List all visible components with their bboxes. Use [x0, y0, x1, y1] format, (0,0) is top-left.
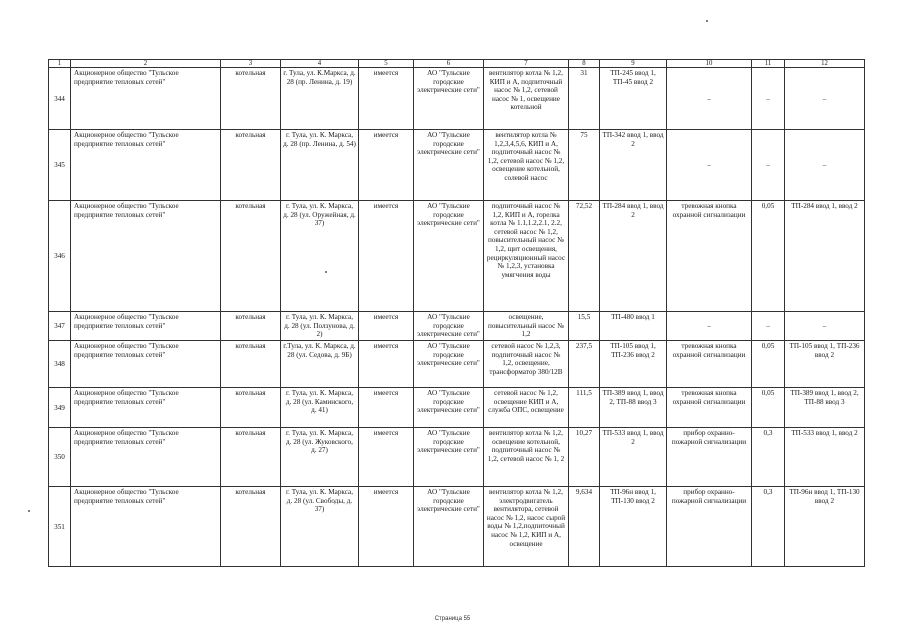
equipment-cell: вентилятор котла № 1,2, освещение котельной, подпиточный насос № 1,2, сетевой насос № 1, 2	[484, 428, 569, 487]
col12-cell: ТП-284 ввод 1, ввод 2	[785, 201, 865, 312]
status-cell: имеется	[359, 68, 414, 130]
status-cell: имеется	[359, 428, 414, 487]
col11-cell: 0,05	[752, 388, 785, 428]
header-cell: 2	[71, 60, 221, 68]
substation-cell: ТП-389 ввод 1, ввод 2, ТП-88 ввод 3	[600, 388, 667, 428]
header-cell: 10	[667, 60, 752, 68]
col11-cell: –	[752, 130, 785, 201]
header-cell: 5	[359, 60, 414, 68]
table-row	[49, 201, 865, 312]
facility-type-cell: котельная	[221, 428, 281, 487]
address-cell: г. Тула, ул. К. Маркса, д. 28 (ул. Жуковского, д. 27)	[281, 428, 359, 487]
organization-cell: Акционерное общество "Тульское предприятие тепловых сетей"	[71, 201, 221, 312]
row-number-cell: 344	[49, 68, 71, 130]
table-row	[49, 487, 865, 567]
row-number-cell: 349	[49, 388, 71, 428]
equipment-cell: сетевой насос № 1,2,3, подпиточный насос № 1,2, освещение, трансформатор 380/12В	[484, 341, 569, 388]
table-row	[49, 428, 865, 487]
scan-speck	[325, 271, 327, 273]
page-footer: Страница 55	[434, 616, 471, 622]
status-cell: имеется	[359, 388, 414, 428]
facility-type-cell: котельная	[221, 68, 281, 130]
facility-type-cell: котельная	[221, 341, 281, 388]
header-cell: 8	[569, 60, 600, 68]
row-number-cell: 348	[49, 341, 71, 388]
col11-cell: –	[752, 68, 785, 130]
header-cell: 1	[49, 60, 71, 68]
facility-type-cell: котельная	[221, 487, 281, 567]
address-cell: г. Тула, ул. К. Маркса, д. 28 (ул. Ползунова, д. 2)	[281, 312, 359, 341]
alarm-cell: прибор охранно-пожарной сигнализации	[667, 428, 752, 487]
grid-operator-cell: АО "Тульские городские электрические сети"	[414, 341, 484, 388]
facility-type-cell: котельная	[221, 312, 281, 341]
data-table	[48, 59, 865, 567]
facility-type-cell: котельная	[221, 130, 281, 201]
header-cell: 9	[600, 60, 667, 68]
grid-operator-cell: АО "Тульские городские электрические сети"	[414, 388, 484, 428]
header-cell: 12	[785, 60, 865, 68]
grid-operator-cell: АО "Тульские городские электрические сети"	[414, 428, 484, 487]
equipment-cell: вентилятор котла № 1,2,3,4,5,6, КИП и А, подпиточный насос № 1,2, сетевой насос № 1,2, освещение котельной, солевой насос	[484, 130, 569, 201]
header-cell: 3	[221, 60, 281, 68]
row-number-cell: 346	[49, 201, 71, 312]
row-number-cell: 345	[49, 130, 71, 201]
address-cell: г.Тула, ул. К. Маркса, д. 28 (ул. Седова, д. 9Б)	[281, 341, 359, 388]
col11-cell: 0,05	[752, 341, 785, 388]
row-number-cell: 351	[49, 487, 71, 567]
organization-cell: Акционерное общество "Тульское предприятие тепловых сетей"	[71, 68, 221, 130]
organization-cell: Акционерное общество "Тульское предприятие тепловых сетей"	[71, 428, 221, 487]
facility-type-cell: котельная	[221, 201, 281, 312]
col12-cell: –	[785, 68, 865, 130]
scan-speck	[706, 20, 708, 22]
col12-cell: –	[785, 312, 865, 341]
grid-operator-cell: АО "Тульские городские электрические сети"	[414, 487, 484, 567]
row-number-cell: 350	[49, 428, 71, 487]
status-cell: имеется	[359, 341, 414, 388]
header-cell: 11	[752, 60, 785, 68]
col11-cell: 0,3	[752, 428, 785, 487]
header-cell: 4	[281, 60, 359, 68]
alarm-cell: –	[667, 312, 752, 341]
power-value-cell: 111,5	[569, 388, 600, 428]
equipment-cell: сетевой насос № 1,2, освещение КИП и А, служба ОПС, освещение	[484, 388, 569, 428]
organization-cell: Акционерное общество "Тульское предприятие тепловых сетей"	[71, 130, 221, 201]
col12-cell: ТП-389 ввод 1, ввод 2, ТП-88 ввод 3	[785, 388, 865, 428]
header-cell: 6	[414, 60, 484, 68]
grid-operator-cell: АО "Тульские городские электрические сети"	[414, 312, 484, 341]
alarm-cell: –	[667, 130, 752, 201]
equipment-cell: освещение, повысительный насос № 1,2	[484, 312, 569, 341]
status-cell: имеется	[359, 312, 414, 341]
equipment-cell: вентилятор котла № 1,2, КИП и А, подпиточный насос № 1,2, сетевой насос № 1, освещение котельной	[484, 68, 569, 130]
alarm-cell: тревожная кнопка охранной сигнализации	[667, 341, 752, 388]
substation-cell: ТП-480 ввод 1	[600, 312, 667, 341]
row-number-cell: 347	[49, 312, 71, 341]
address-cell: г. Тула, ул. К.Маркса, д. 28 (пр. Ленина, д. 19)	[281, 68, 359, 130]
substation-cell: ТП-105 ввод 1, ТП-236 ввод 2	[600, 341, 667, 388]
substation-cell: ТП-245 ввод 1, ТП-45 ввод 2	[600, 68, 667, 130]
grid-operator-cell: АО "Тульские городские электрические сети"	[414, 68, 484, 130]
facility-type-cell: котельная	[221, 388, 281, 428]
organization-cell: Акционерное общество "Тульское предприятие тепловых сетей"	[71, 312, 221, 341]
header-cell: 7	[484, 60, 569, 68]
power-value-cell: 237,5	[569, 341, 600, 388]
power-value-cell: 75	[569, 130, 600, 201]
equipment-cell: подпиточный насос № 1,2, КИП и А, горелка котла № 1.1,1.2,2.1, 2.2, сетевой насос № 1,2, повысительный насос № 1,2, щит освещения, рециркуляционный насос № 1,2,3, установка умягчения воды	[484, 201, 569, 312]
power-value-cell: 31	[569, 68, 600, 130]
substation-cell: ТП-284 ввод 1, ввод 2	[600, 201, 667, 312]
organization-cell: Акционерное общество "Тульское предприятие тепловых сетей"	[71, 388, 221, 428]
alarm-cell: прибор охранно-пожарной сигнализации	[667, 487, 752, 567]
col12-cell: –	[785, 130, 865, 201]
col12-cell: ТП-533 ввод 1, ввод 2	[785, 428, 865, 487]
alarm-cell: тревожная кнопка охранной сигнализации	[667, 388, 752, 428]
address-cell: г. Тула, ул. К. Маркса, д. 28 (пр. Ленина, д. 54)	[281, 130, 359, 201]
power-value-cell: 9,634	[569, 487, 600, 567]
substation-cell: ТП-533 ввод 1, ввод 2	[600, 428, 667, 487]
table-row	[49, 341, 865, 388]
col12-cell: ТП-105 ввод 1, ТП-236 ввод 2	[785, 341, 865, 388]
equipment-cell: вентилятор котла № 1,2, электродвигатель вентилятора, сетевой насос № 1,2, насос сырой воды № 1,2,подпиточный насос № 1,2, КИП и А, освещение	[484, 487, 569, 567]
alarm-cell: тревожная кнопка охранной сигнализации	[667, 201, 752, 312]
table-row	[49, 130, 865, 201]
substation-cell: ТП-96н ввод 1, ТП-130 ввод 2	[600, 487, 667, 567]
power-value-cell: 15,5	[569, 312, 600, 341]
power-value-cell: 10,27	[569, 428, 600, 487]
power-value-cell: 72,52	[569, 201, 600, 312]
col11-cell: –	[752, 312, 785, 341]
table-row	[49, 312, 865, 341]
address-cell: г. Тула, ул. К. Маркса, д. 28 (ул. Оружейная, д. 37)	[281, 201, 359, 312]
substation-cell: ТП-342 ввод 1, ввод 2	[600, 130, 667, 201]
organization-cell: Акционерное общество "Тульское предприятие тепловых сетей"	[71, 341, 221, 388]
address-cell: г. Тула, ул. К. Маркса, д. 28 (ул. Свободы, д. 37)	[281, 487, 359, 567]
grid-operator-cell: АО "Тульские городские электрические сети"	[414, 201, 484, 312]
col12-cell: ТП-96н ввод 1, ТП-130 ввод 2	[785, 487, 865, 567]
header-row	[49, 60, 865, 68]
status-cell: имеется	[359, 201, 414, 312]
table-row	[49, 68, 865, 130]
status-cell: имеется	[359, 487, 414, 567]
address-cell: г. Тула, ул. К. Маркса, д. 28 (ул. Каминского, д. 41)	[281, 388, 359, 428]
col11-cell: 0,05	[752, 201, 785, 312]
status-cell: имеется	[359, 130, 414, 201]
alarm-cell: –	[667, 68, 752, 130]
scan-speck	[28, 510, 30, 512]
table-row	[49, 388, 865, 428]
organization-cell: Акционерное общество "Тульское предприятие тепловых сетей"	[71, 487, 221, 567]
grid-operator-cell: АО "Тульские городские электрические сети"	[414, 130, 484, 201]
col11-cell: 0,3	[752, 487, 785, 567]
